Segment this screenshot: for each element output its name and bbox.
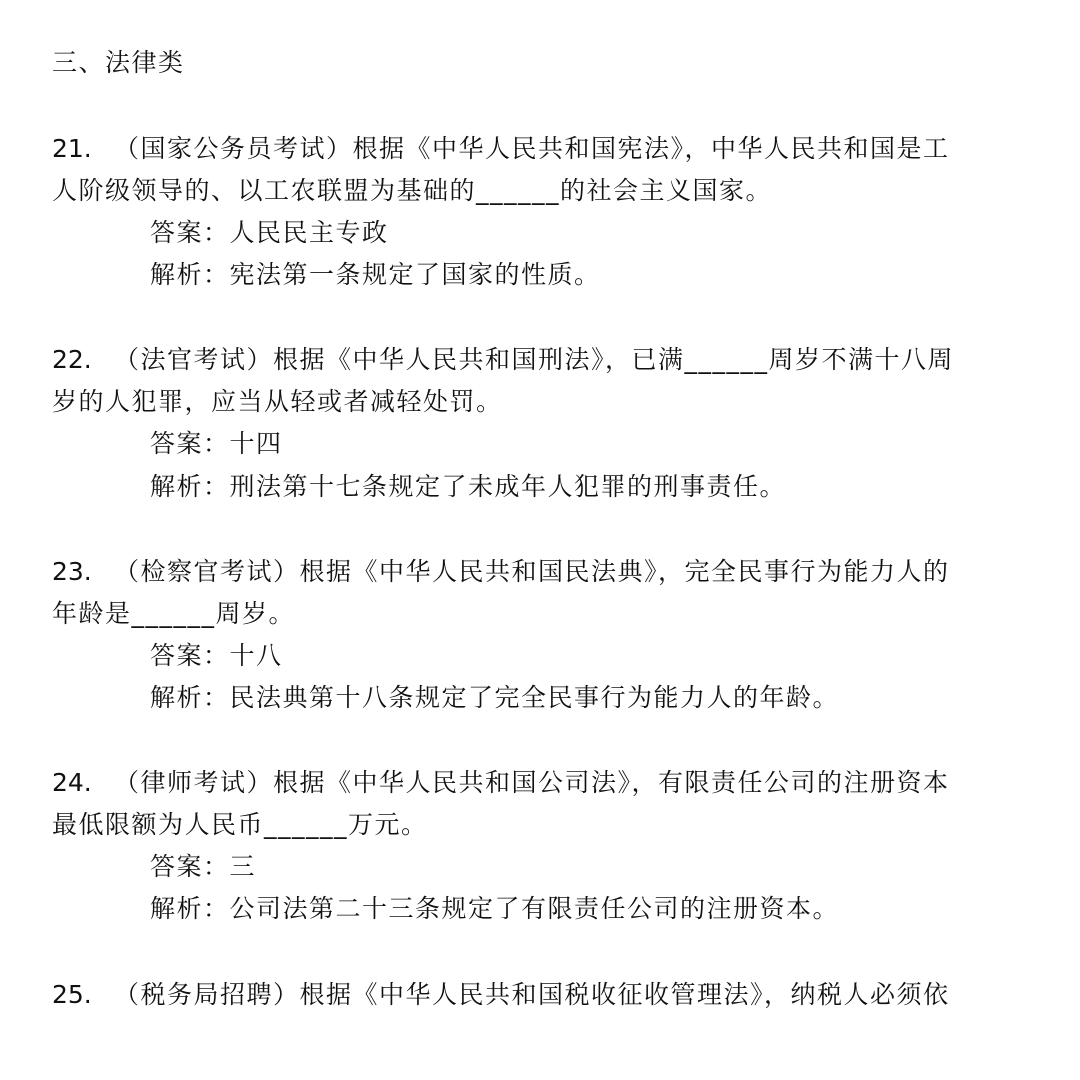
question-25-line-1 — [52, 982, 950, 1007]
question-22-line-2: 岁的人犯罪，应当从轻或者减轻处罚。 — [52, 387, 503, 416]
question-24-text-1: （律师考试）根据《中华人民共和国公司法》，有限责任公司的注册资本 — [114, 768, 950, 797]
question-23-analysis: 解析：民法典第十八条规定了完全民事行为能力人的年龄。 — [150, 683, 840, 712]
question-21-analysis: 解析：宪法第一条规定了国家的性质。 — [150, 260, 601, 289]
question-21-text-1: （国家公务员考试）根据《中华人民共和国宪法》，中华人民共和国是工 — [114, 134, 950, 163]
question-24-line-2: 最低限额为人民币______万元。 — [52, 810, 428, 839]
question-24-analysis: 解析：公司法第二十三条规定了有限责任公司的注册资本。 — [150, 894, 840, 923]
question-21-line-1 — [52, 136, 950, 161]
question-24-number: 24. — [52, 768, 92, 797]
question-22-answer: 答案：十四 — [150, 429, 283, 458]
question-22-number: 22. — [52, 345, 92, 374]
question-22-analysis: 解析：刑法第十七条规定了未成年人犯罪的刑事责任。 — [150, 472, 787, 501]
question-21-line-2: 人阶级领导的、以工农联盟为基础的______的社会主义国家。 — [52, 176, 773, 205]
question-25-number: 25. — [52, 980, 92, 1009]
question-23-text-1: （检察官考试）根据《中华人民共和国民法典》，完全民事行为能力人的 — [114, 557, 950, 586]
question-21-number: 21. — [52, 134, 92, 163]
section-title: 三、法律类 — [52, 48, 185, 77]
question-25-text-1: （税务局招聘）根据《中华人民共和国税收征收管理法》，纳税人必须依 — [114, 980, 950, 1009]
question-21-answer: 答案：人民民主专政 — [150, 218, 389, 247]
question-23-line-2: 年龄是______周岁。 — [52, 599, 296, 628]
question-22-line-1 — [52, 347, 954, 372]
question-22-text-1: （法官考试）根据《中华人民共和国刑法》，已满______周岁不满十八周 — [114, 345, 955, 374]
question-23-answer: 答案：十八 — [150, 641, 283, 670]
question-24-line-1 — [52, 770, 950, 795]
question-23-number: 23. — [52, 557, 92, 586]
question-23-line-1 — [52, 559, 950, 584]
question-24-answer: 答案：三 — [150, 852, 257, 881]
